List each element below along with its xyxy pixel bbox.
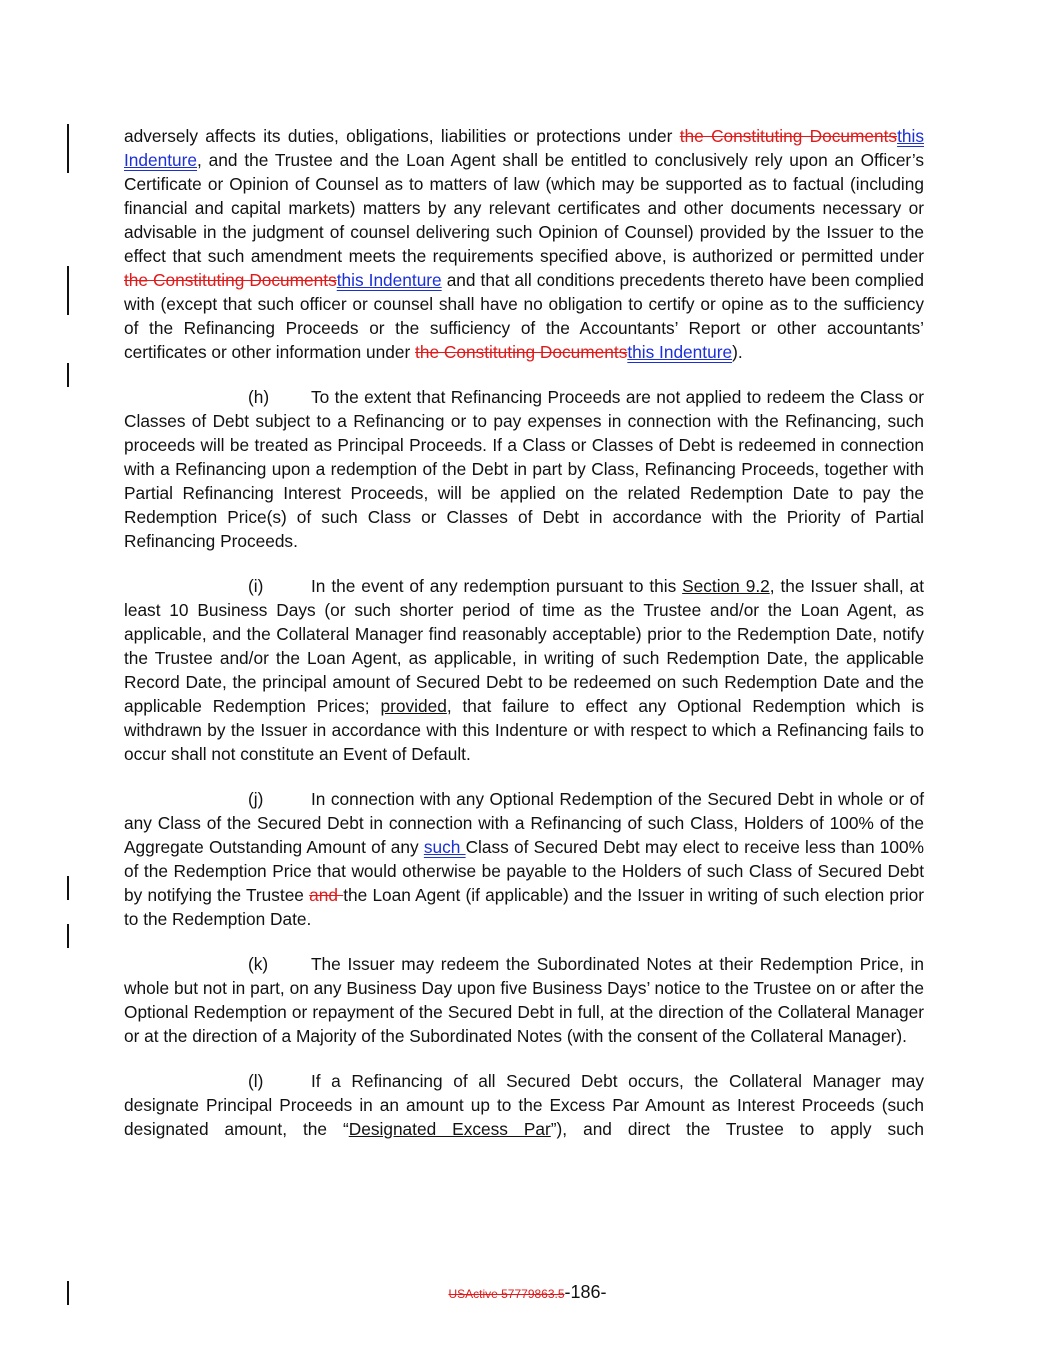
deleted-text: the Constituting Documents <box>679 126 898 146</box>
paragraph-j <box>124 787 924 931</box>
text-run: To the extent that Refinancing Proceeds are not applied to redeem the Class or Classes of Debt subject to a Refinancing or to pay expenses in connection with the Refinancing, such proceeds will be treated as Principal Proceeds. If a Class or Classes of Debt is redeemed in connection with a Refinancing upon a redemption of the Debt in part by Class, Refinancing Proceeds, together with Partial Refinancing Interest Proceeds, will be applied on the related Redemption Date to pay the Redemption Price(s) of such Class or Classes of Debt in accordance with the Priority of Partial Refinancing Proceeds. <box>124 387 924 551</box>
deleted-text: the Constituting Documents <box>415 342 628 362</box>
text-run: and that all conditions precedents thereto have been complied with (except that such officer or counsel shall have no obligation to certify or opine as to the sufficiency of the Refinancing Proceeds or the sufficiency of the Accountants’ Report or other accountants’ certificates or other information under <box>124 270 924 362</box>
paragraph-label: (l) <box>248 1071 264 1091</box>
text-run: , the Issuer shall, at least 10 Business Days (or such shorter period of time as the Trustee and/or the Loan Agent, as applicable, and the Collateral Manager find reasonably acceptable) prior to the Redemption Date, notify the Trustee and/or the Loan Agent, as applicable, in writing of such Redemption Date, the applicable Record Date, the principal amount of Secured Debt to be redeemed on such Redemption Date and the applicable Redemption Prices; <box>124 576 924 716</box>
text-run: If a Refinancing of all Secured Debt occurs, the Collateral Manager may designate Principal Proceeds in an amount up to the Excess Par Amount as Interest Proceeds (such designated amount, the “ <box>124 1071 924 1139</box>
paragraph-label: (i) <box>248 576 264 596</box>
text-run: , that failure to effect any Optional Redemption which is withdrawn by the Issuer in accordance with this Indenture or with respect to which a Refinancing fails to occur shall not constitute an Event of Default. <box>124 696 924 764</box>
text-run: In connection with any Optional Redemption of the Secured Debt in whole or of any Class of the Secured Debt in connection with a Refinancing of such Class, Holders of 100% of the Aggregate Outstanding Amount of any <box>124 789 924 857</box>
text-run: ). <box>732 342 743 362</box>
paragraph-l <box>124 1069 924 1141</box>
change-bar <box>67 924 69 948</box>
page-footer <box>0 1282 1055 1303</box>
paragraph-label: (h) <box>248 387 270 407</box>
paragraph-label: (j) <box>248 789 264 809</box>
deleted-text: and <box>309 885 344 905</box>
footer-doc-id: USActive 57779863.5 <box>448 1287 565 1301</box>
section-reference: Section 9.2 <box>682 576 770 596</box>
defined-term: provided <box>380 696 447 716</box>
text-run: adversely affects its duties, obligations, liabilities or protections under <box>124 126 680 146</box>
inserted-text: this Indenture <box>627 342 733 362</box>
paragraph-continuation <box>124 124 924 364</box>
text-run: In the event of any redemption pursuant to this <box>311 576 683 596</box>
change-bar <box>67 876 69 900</box>
text-run: ”), and direct the Trustee to apply such <box>550 1119 925 1139</box>
page-number: -186- <box>564 1282 607 1302</box>
paragraph-k <box>124 952 924 1048</box>
text-run: , and the Trustee and the Loan Agent shall be entitled to conclusively rely upon an Officer’s Certificate or Opinion of Counsel as to matters of law (which may be supported as to factual (including financial and capital markets) matters by any relevant certificates and other documents necessary or advisable in the judgment of counsel delivering such Opinion of Counsel) provided by the Issuer to the effect that such amendment meets the requirements specified above, is authorized or permitted under <box>124 150 924 266</box>
paragraph-i <box>124 574 924 766</box>
text-run: The Issuer may redeem the Subordinated Notes at their Redemption Price, in whole but not in part, on any Business Day upon five Business Days’ notice to the Trustee on or after the Optional Redemption or repayment of the Secured Debt in full, at the direction of the Collateral Manager or at the direction of a Majority of the Subordinated Notes (with the consent of the Collateral Manager). <box>124 954 924 1046</box>
document-body <box>124 124 924 1162</box>
paragraph-h <box>124 385 924 553</box>
deleted-text: the Constituting Documents <box>124 270 337 290</box>
text-run: the Loan Agent (if applicable) and the Issuer in writing of such election prior to the Redemption Date. <box>124 885 925 929</box>
paragraph-label: (k) <box>248 954 269 974</box>
text-run: Class of Secured Debt may elect to receive less than 100% of the Redemption Price that would otherwise be payable to the Holders of such Class of Secured Debt by notifying the Trustee <box>124 837 924 905</box>
inserted-text: such <box>423 837 466 857</box>
inserted-text: this Indenture <box>124 126 924 170</box>
change-bar <box>67 363 69 387</box>
inserted-text: this Indenture <box>336 270 442 290</box>
change-bar <box>67 124 69 173</box>
change-bar <box>67 266 69 315</box>
defined-term: Designated Excess Par <box>348 1119 551 1139</box>
